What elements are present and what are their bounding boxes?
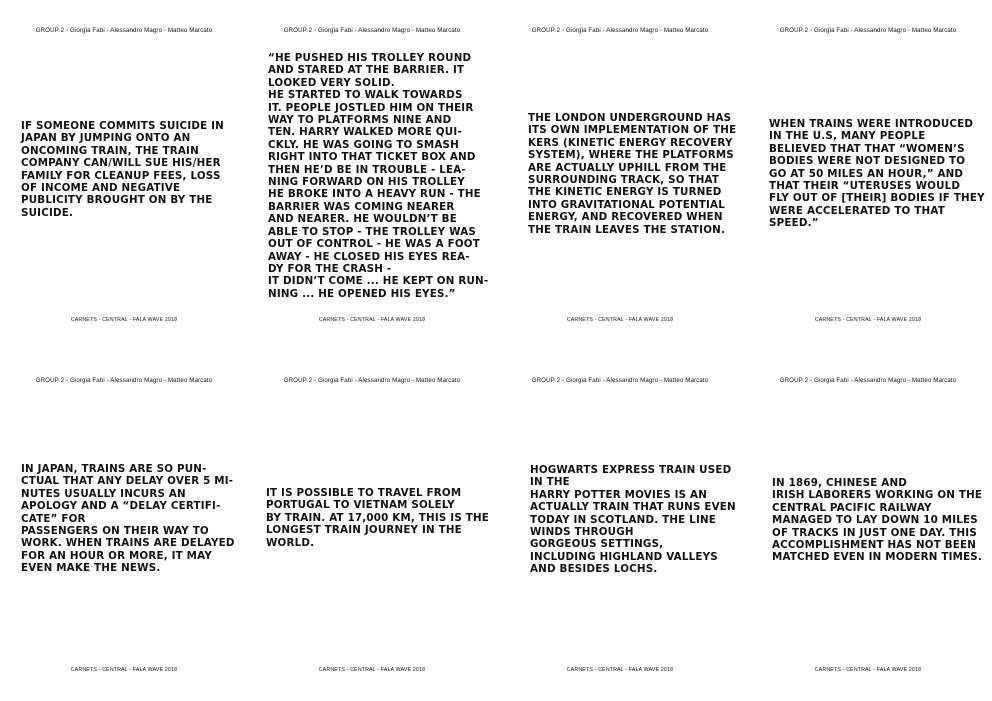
card-header: GROUP 2 - Giorgia Fabi - Alessandro Magro - Matteo Marcato: [531, 377, 709, 384]
card-body: IN JAPAN, TRAINS ARE SO PUN- CTUAL THAT ANY DELAY OVER 5 MI- NUTES USUALLY INCURS AN APOLOGY AND A “DELAY CERTIFI- CATE” FOR PASSENGERS ON THEIR WAY TO WORK. WHEN TRAINS ARE DELAYED FOR AN HOUR OR MORE, IT MAY EVEN MAKE THE NEWS.: [21, 463, 235, 575]
card-body: WHEN TRAINS WERE INTRODUCED IN THE U.S, MANY PEOPLE BELIEVED THAT THAT “WOMEN’S BODIES WERE NOT DESIGNED TO GO AT 50 MILES AN HOUR,” AND THAT THEIR “UTERUSES WOULD FLY OUT OF [THEIR] BODIES IF THEY WERE ACCELERATED TO THAT SPEED.”: [769, 118, 985, 230]
card-footer: CARNETS - CENTRAL - FALA WAVE 2018: [566, 667, 674, 673]
card-footer: CARNETS - CENTRAL - FALA WAVE 2018: [814, 667, 922, 673]
card-header: GROUP 2 - Giorgia Fabi - Alessandro Magro - Matteo Marcato: [779, 377, 957, 384]
fact-card-japan-punctual: [0, 350, 248, 700]
fact-card-central-pacific: [744, 350, 992, 700]
card-body: HOGWARTS EXPRESS TRAIN USED IN THE HARRY POTTER MOVIES IS AN ACTUALLY TRAIN THAT RUNS EVEN TODAY IN SCOTLAND. THE LINE WINDS THROUGH GORGEOUS SETTINGS, INCLUDING HIGHLAND VALLEYS AND BESIDES LOCHS.: [530, 464, 736, 576]
card-body: IN 1869, CHINESE AND IRISH LABORERS WORKING ON THE CENTRAL PACIFIC RAILWAY MANAGED TO LAY DOWN 10 MILES OF TRACKS IN JUST ONE DAY. THIS ACCOMPLISHMENT HAS NOT BEEN MATCHED EVEN IN MODERN TIMES.: [772, 477, 983, 564]
card-footer: CARNETS - CENTRAL - FALA WAVE 2018: [814, 317, 922, 323]
card-header: GROUP 2 - Giorgia Fabi - Alessandro Magro - Matteo Marcato: [35, 27, 213, 34]
card-header: GROUP 2 - Giorgia Fabi - Alessandro Magro - Matteo Marcato: [531, 27, 709, 34]
card-header: GROUP 2 - Giorgia Fabi - Alessandro Magro - Matteo Marcato: [283, 27, 461, 34]
card-footer: CARNETS - CENTRAL - FALA WAVE 2018: [318, 317, 426, 323]
card-body: IT IS POSSIBLE TO TRAVEL FROM PORTUGAL TO VIETNAM SOLELY BY TRAIN. AT 17,000 KM, THIS IS THE LONGEST TRAIN JOURNEY IN THE WORLD.: [266, 487, 489, 549]
fact-card-us-trains-women: [744, 0, 992, 350]
card-footer: CARNETS - CENTRAL - FALA WAVE 2018: [566, 317, 674, 323]
card-header: GROUP 2 - Giorgia Fabi - Alessandro Magro - Matteo Marcato: [779, 27, 957, 34]
fact-card-portugal-vietnam: [248, 350, 496, 700]
card-body: “HE PUSHED HIS TROLLEY ROUND AND STARED AT THE BARRIER. IT LOOKED VERY SOLID. HE STARTED TO WALK TOWARDS IT. PEOPLE JOSTLED HIM ON THEIR WAY TO PLATFORMS NINE AND TEN. HARRY WALKED MORE QUI- CKLY. HE WAS GOING TO SMASH RIGHT INTO THAT TICKET BOX AND THEN HE’D BE IN TROUBLE - LEA- NING FORWARD ON HIS TROLLEY HE BROKE INTO A HEAVY RUN - THE BARRIER WAS COMING NEARER AND NEARER. HE WOULDN’T BE ABLE TO STOP - THE TROLLEY WAS OUT OF CONTROL - HE WAS A FOOT AWAY - HE CLOSED HIS EYES REA- DY FOR THE CRASH - IT DIDN’T COME ... HE KEPT ON RUN- NING ... HE OPENED HIS EYES.”: [268, 52, 489, 300]
fact-card-japan-suicide: [0, 0, 248, 350]
card-body: THE LONDON UNDERGROUND HAS ITS OWN IMPLEMENTATION OF THE KERS (KINETIC ENERGY RECOVERY SYSTEM), WHERE THE PLATFORMS ARE ACTUALLY UPHILL FROM THE SURROUNDING TRACK, SO THAT THE KINETIC ENERGY IS TURNED INTO GRAVITATIONAL POTENTIAL ENERGY, AND RECOVERED WHEN THE TRAIN LEAVES THE STATION.: [528, 112, 737, 236]
card-body: IF SOMEONE COMMITS SUICIDE IN JAPAN BY JUMPING ONTO AN ONCOMING TRAIN, THE TRAIN COMPANY CAN/WILL SUE HIS/HER FAMILY FOR CLEANUP FEES, LOSS OF INCOME AND NEGATIVE PUBLICITY BROUGHT ON BY THE SUICIDE.: [21, 120, 224, 219]
fact-card-london-kers: [496, 0, 744, 350]
fact-card-hogwarts-express: [496, 350, 744, 700]
card-footer: CARNETS - CENTRAL - FALA WAVE 2018: [70, 667, 178, 673]
fact-card-harry-potter-barrier: [248, 0, 496, 350]
card-header: GROUP 2 - Giorgia Fabi - Alessandro Magro - Matteo Marcato: [35, 377, 213, 384]
card-footer: CARNETS - CENTRAL - FALA WAVE 2018: [70, 317, 178, 323]
card-footer: CARNETS - CENTRAL - FALA WAVE 2018: [318, 667, 426, 673]
card-header: GROUP 2 - Giorgia Fabi - Alessandro Magro - Matteo Marcato: [283, 377, 461, 384]
